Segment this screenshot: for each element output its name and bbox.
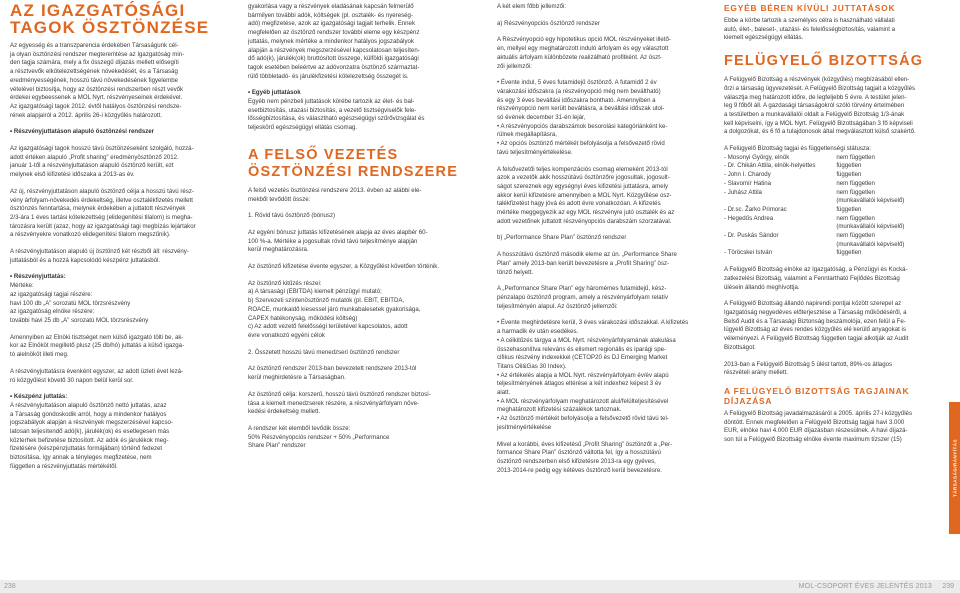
paragraph: Az ösztönző célja: korszerű, hosszú távú ösztönző rendszer biztosí- tása a kiemelt menedzserek részére, a részvényárfolyam növe- kedési érdekeltség mellett. bbox=[248, 390, 431, 416]
bullet-list: • Évente indul, 5 éves futamidejű ösztönző. A futamidő 2 év várakozási időszakra (a részvényopció még nem beváltható) és egy 3 éves beváltási időszakra bontható. Amennyiben a részvényopció nem került beváltásra, a beváltási időszak utol- só évének december 31-én lejár, • A részvényopciós darabszámok besorolási kategóriánként ke- rülnek megállapításra, • Az opciós ösztönző mértékét befolyásolja a felsővezető rövid távú teljesítményértékelése. bbox=[497, 79, 668, 156]
paragraph: Az ösztönző rendszer 2013-ban bevezetett rendszere 2013-tól kerül meghirdetésre a Társaságban. bbox=[248, 365, 417, 382]
member-status: független bbox=[836, 171, 862, 179]
paragraph: Egyéb nem pénzbeli juttatások körébe tartozik az élet- és bal- esetbiztosítás, utazási biztosítás, a vezető tisztségviselők fele- lősségbiztosítása, és választható egészségügyi szűrővizsgálat és teljeskörű egészségügyi ellátás csomag. bbox=[248, 98, 425, 132]
member-status: (munkavállalói képviselő) bbox=[836, 240, 905, 248]
paragraph: 1. Rövid távú ösztönző (bónusz) bbox=[248, 212, 336, 220]
member-status: független bbox=[836, 249, 862, 257]
paragraph: A részvényjuttatáson alapuló ösztönző nettó juttatás, azaz a Társaság gondoskodik arról, hogy a mindenkor hatályos jogszabályok alapján a részvények megszerzésével kapcso- latosan teljesítendő adó(k), járulék(ok) és esetlegesen más közterhek befizetése biztosított. Az adók és járulékok meg- fizetésére (készpénzjuttatás formájában) történő fedezet biztosítása, így annak a tényleges megfizetése, nem független a részvényjuttatás mértékétől. bbox=[10, 401, 173, 470]
paragraph: Az igazgatósági tagok hosszú távú ösztönzéseként szolgáló, hozzá- adott értéken alapuló „Profit sharing” eredményösztönző 2012. január 1-től a részvényjuttatáson alapuló ösztönző került, ezt melynek első kifizetési időszaka a 2013-as év. bbox=[10, 145, 194, 179]
bullet-heading-share-plan: • Részvényjuttatáson alapuló ösztönzési rendszer bbox=[10, 128, 155, 136]
member-name: - John I. Charody bbox=[724, 171, 771, 179]
page-title bbox=[10, 2, 226, 36]
member-name: - Dr. Chikán Attila, elnök-helyettes bbox=[724, 162, 816, 170]
side-tab-label: TÁRSASÁGIRÁNYÍTÁS bbox=[952, 438, 957, 498]
paragraph: A hosszútávú ösztönző második eleme az ún. „Performance Share Plan” amely 2013-ban került bevezetésre a „Profit Sharing” ösz- tönző helyett. bbox=[497, 251, 677, 276]
bullet-heading-share-grant: • Részvényjuttatás: bbox=[10, 273, 66, 281]
paragraph: A Felügyelő Bizottság elnöke az Igazgatóság, a Pénzügyi és Kocká- zatkezelési Bizottság, valamint a Fenntartható Fejlődés Bizottság ülésein állandó meghívottja. bbox=[724, 266, 908, 291]
section-subtitle-board-remuneration: A FELÜGYELŐ BIZOTTSÁG TAGJAINAK DÍJAZÁSA bbox=[724, 385, 910, 406]
section-subtitle-other-benefits: EGYÉB BÉREN KÍVÜLI JUTTATÁSOK bbox=[724, 3, 896, 13]
page-number-left: 238 bbox=[4, 583, 16, 590]
paragraph: Amennyiben az Elnöki tisztséget nem külső igazgató tölti be, ak- kor az Elnököt megillető plusz (25 db/hó) juttatás a külső igazga- tó alelnököt illeti meg. bbox=[10, 333, 185, 359]
bullet-heading-other-benefits: • Egyéb juttatások bbox=[248, 89, 301, 97]
paragraph: A felső vezetés ösztönzési rendszere 2013. évben az alábbi ele- mekből tevődött össze: bbox=[248, 186, 422, 203]
member-status: nem független bbox=[836, 153, 875, 161]
bullet-heading-cash: • Készpénz juttatás: bbox=[10, 393, 68, 401]
column-2 bbox=[248, 3, 460, 459]
paragraph: A Felügyelő Bizottság tagjai és függetlenségi státusza: bbox=[724, 145, 872, 153]
paragraph: Mivel a korábbi, éves kifizetésű „Profit Sharing” ösztönzőt a „Per- formance Share Plan” ösztönző váltotta fel, így a hosszútávú ösztönző rendszerben első kifizetésre 2013-ra egy gyéves, 2013-2014-re pedig egy kétéves ösztönző kerül bevezetésre. bbox=[497, 440, 673, 474]
section-title-supervisory-board: FELÜGYELŐ BIZOTTSÁG bbox=[724, 53, 924, 70]
paragraph: Az egyéni bónusz juttatás kifizetésének alapja az éves alapbér 60- 100 %-a. Mértéke a jogosultak rövid távú teljesítménye alapján kerül meghatározásra. bbox=[248, 228, 428, 254]
list-item bbox=[724, 241, 940, 250]
section-side-tab bbox=[949, 402, 960, 534]
list-item bbox=[724, 223, 940, 232]
member-name: - Hegedűs Andrea bbox=[724, 214, 774, 222]
column-1 bbox=[10, 0, 226, 480]
board-members-list bbox=[724, 154, 940, 258]
member-status: nem független bbox=[836, 179, 875, 187]
list-item bbox=[724, 249, 940, 258]
paragraph: Az ösztönző kitűzés részei: a) A társasági (EBITDA) kiemelt pénzügyi mutató; b) Szervezeti szintenösztönző mutatók (pl. EBIT, EBITDA, ROACE, munkaidő kiesessel járó munkabalesetek gyakorisága, CAPEX hatékonyság, működési költség) c) Az adott vezető felelősségi területével kapcsolatos, adott évre vonatkozó egyéni célok bbox=[248, 279, 421, 339]
member-status: nem független bbox=[836, 214, 875, 222]
paragraph: A felsővezetői teljes kompenzációs csomag elemeként 2013-tól azok a vezetők akik hosszútávú ösztönzőre jogosultak, jogosult- ságot szereznek egy egységnyi éves kifizetési juttatásra, amely akkor kerül kifizetésre amennyiben a MOL Nyrt. Közgyűlése osz- talékfizetést hagy jóvá és adott évre vonatkozóan. A kifizetés mértéke meggegyezik az egy MOL részvényre jutó osztalék és az adott vezetőnek juttatott részvényopciós darabszám szorzatával. bbox=[497, 165, 675, 225]
member-name: - Juhász Attila bbox=[724, 188, 762, 196]
member-name: - Mosonyi György, elnök bbox=[724, 153, 790, 161]
list-item bbox=[724, 154, 940, 163]
section-title-top-management bbox=[248, 147, 460, 181]
page-footer bbox=[0, 580, 960, 593]
member-name: - Slavomír Hatina bbox=[724, 179, 772, 187]
column-4 bbox=[724, 3, 940, 453]
member-status: független bbox=[836, 205, 862, 213]
list-item bbox=[724, 197, 940, 206]
member-status: (munkavállalói képviselő) bbox=[836, 197, 905, 205]
subheading: a) Részvényopciós ösztönző rendszer bbox=[497, 19, 600, 27]
paragraph: 2013-ban a Felügyelő Bizottság 5 ülést tartott, 89%-os átlagos részvételi arány mellett. bbox=[724, 360, 893, 377]
list-item bbox=[724, 171, 940, 180]
paragraph: A két elem főbb jellemzői: bbox=[497, 3, 567, 10]
paragraph: A Felügyelő Bizottság a részvények (közgyűlés) megbízásából ellen- őrzi a társaság ügyvezetését. A Felügyelő Bizottság tagjait a közgyűlés választja meg határozott időre, de legfeljebb 5 évre. A testület jelen- leg 9 főből áll. A gazdasági társaságokról szóló törvény értelmében a testületben a munkavállalói oldalt a Felügyelő Bizottság 1/3-ának kell képviselni, így a MOL Nyrt. Felügyelő Bizottságában 3 fő képviseli a dolgozókat, és 6 fő a tulajdonosok által megválasztott külső szakértő. bbox=[724, 76, 916, 136]
member-name: - Dr. Puskás Sándor bbox=[724, 232, 779, 240]
paragraph: A részvényjuttatásra évenként egyszer, az adott üzleti évet lezá- ró közgyűlést követő 30 napon belül kerül sor. bbox=[10, 367, 184, 384]
member-name: - Töröcskei István bbox=[724, 249, 772, 257]
section-title-line2: ÖSZTÖNZÉSI RENDSZERE bbox=[248, 163, 459, 180]
paragraph: Az új, részvényjuttatáson alapuló ösztönző célja a hosszú távú rész- vény árfolyam-növekedés érdekeltség, illetve osztalékfizetés mellett ösztönzés fenntartása, melynek érdekében a juttatott részvények 2/3-ára 1 éves tartási kötelezettség (elidegenítési tilalom) is megha- tározásra került (azaz, hogy az igazgatósági tagi megbízás lejártakor a részvényekre vonatkozó elidegenítési tilalom megszűnik). bbox=[10, 187, 196, 239]
intro-paragraph: Az egyesség és a transzparencia érdekében Társaságunk cél- ja olyan ösztönzési rendszer megteremtése az Igazgatóság min- den tagja számára, mely a fix összegű díjazás mellett elősegíti a résztvevők elkötelezettségének növekedését, és a Társaság eredményességének, hosszú távú növekedésének figyelembe vételével biztosítja, hogy az ösztönzési rendszerben részt vevők érdekei egybeessenek a MOL Nyrt. részvényeseinek érdekével. Az igazgatósági tagok 2012. évtől hatályos ösztönzési rendsze- rének alapjairól a 2012. április 26-i közgyűlés határozott. bbox=[10, 42, 185, 119]
paragraph: A rendszer két elemből tevődik össze: 50% Részvényopciós rendszer + 50% „Performance Share Plan” rendszer bbox=[248, 424, 390, 450]
list-item bbox=[724, 215, 940, 224]
metrics-list: Mértéke: az igazgatósági tagjai részére: havi 100 db „A” sorozatú MOL törzsrészvény az igazgatóság elnöke részére: további havi 25 db „A” sorozatú MOL törzsrészvény bbox=[10, 282, 149, 324]
list-item bbox=[724, 189, 940, 198]
subheading: b) „Performance Share Plan” ösztönző rendszer bbox=[497, 234, 627, 242]
member-name bbox=[724, 197, 836, 206]
member-status: nem független bbox=[836, 188, 875, 196]
column-3 bbox=[497, 3, 712, 483]
paragraph: Az ösztönző kifizetése évente egyszer, a Közgyűlést követően történik. bbox=[248, 263, 440, 271]
member-name bbox=[724, 241, 836, 250]
member-name bbox=[724, 223, 836, 232]
page-number-right: 239 bbox=[942, 583, 954, 590]
paragraph: A Részvényopció egy hipotetikus opció MOL részvényeket illető- en, mellyel egy meghatározott induló árfolyam és egy választott aktuális árfolyam különbözete realizálható profitként. Az öszt- zői jellemzői: bbox=[497, 36, 671, 70]
paragraph: A Felügyelő Bizottság javadalmazásáról a 2005. április 27-i közgyűlés döntött. Ennek megfelelően a Felügyelő Bizottság tagjai havi 3.000 EUR, elnöke havi 4.000 EUR díjazásban részesülnek. A havi díjazá- son túl a Felügyelő Bizottság elnöke évente maximum tízszer (15) bbox=[724, 409, 912, 444]
member-name: - Dr.sc. Žarko Primorac bbox=[724, 205, 787, 213]
page-title-line1: AZ IGAZGATÓSÁGI bbox=[10, 1, 186, 20]
paragraph: Ebbe a körbe tartozik a személyes célra is használható vállalati autó, élet-, baleset-, utazási- és felelősségbiztosítás, valamint a kiemelt egészségügyi ellátás. bbox=[724, 17, 896, 42]
paragraph: A részvényjuttatáson alapuló új ösztönző két részből áll: részvény- juttatásból és a hozzá kapcsolódó készpénz juttatásból. bbox=[10, 248, 189, 264]
section-title-line1: A FELSŐ VEZETÉS bbox=[248, 146, 399, 163]
paragraph: 2. Összetett hosszú távú menedzseri ösztönző rendszer bbox=[248, 348, 400, 356]
list-item bbox=[724, 232, 940, 241]
page-title-line2: TAGOK ÖSZTÖNZÉSE bbox=[10, 18, 210, 37]
bullet-list: • Évente meghirdetésre kerül, 3 éves várakozási időszakkal. A kifizetés a harmadik év után esedékes. • A célkitűzés tárgya a MOL Nyrt. részvényárfolyamának alakulása összehasonlítva releváns és elismert regionális és iparági spe- cifikus részvény indexekkel (CETOP20 és DJ Emerging Market Titans Oil&Gas 30 Index). • Az értékelés alapja a MOL Nyrt. részvényárfolyam év/év alapú teljesítményének átlagos eltérése a két indexhez képest 3 év alatt. • A MOL részvényárfolyam meghatározott alul/felülteljesítésével meghatározott kifizetési százalékok tartoznak. • Az ösztönző mértékét befolyásolja a felsővezető rövid távú tel- jesítményértékelése bbox=[497, 319, 689, 431]
member-status: (munkavállalói képviselő) bbox=[836, 223, 905, 231]
list-item bbox=[724, 206, 940, 215]
paragraph: gyakorlása vagy a részvények eladásának kapcsán felmerülő bármilyen további adók, költségek (pl. osztalék- és nyereség- adó) megfizetése, azok az igazgatósági tagjait terhelik. Ennek megfelelően az ösztönző rendszer további eleme egy készpénz juttatás, melynek mértéke a mindenkor hatályos jogszabályok alapján a részvények megszerzésével kapcsolatosan teljesíten- dő adó(k), járulék(ok) bruttósított összege, külföldi igazgatósági tagok esetében beleértve az adóvonzatra ösztönző származtat- rülő többletadó- és járulékfizetési kötelezettség összegét is. bbox=[248, 3, 420, 80]
member-status: nem független bbox=[836, 232, 875, 240]
report-title: MOL-CSOPORT ÉVES JELENTÉS 2013 bbox=[798, 583, 932, 590]
member-status: független bbox=[836, 162, 862, 170]
list-item bbox=[724, 162, 940, 171]
paragraph: A „Performance Share Plan” egy háromémes futamidejű, kész- pénzalapú ösztönző program, amely a részvényárfolyam relatív teljesítményén alapul. Az ösztönző jellemzői: bbox=[497, 285, 669, 310]
list-item bbox=[724, 180, 940, 189]
paragraph: A Felügyelő Bizottság állandó napirendi pontjai között szerepel az Igazgatóság negyedéves előterjesztése a Társaság működéséről, a Belső Audit és a Társasági Biztonság beszámolója, ezen felül a Fe- lügyelő Bizottság az éves rendes közgyűlés elé kerülő anyagokat is véleményezi. A Felügyelő Bizottság független tagjai alkotják az Audit Bizottságot. bbox=[724, 300, 909, 351]
